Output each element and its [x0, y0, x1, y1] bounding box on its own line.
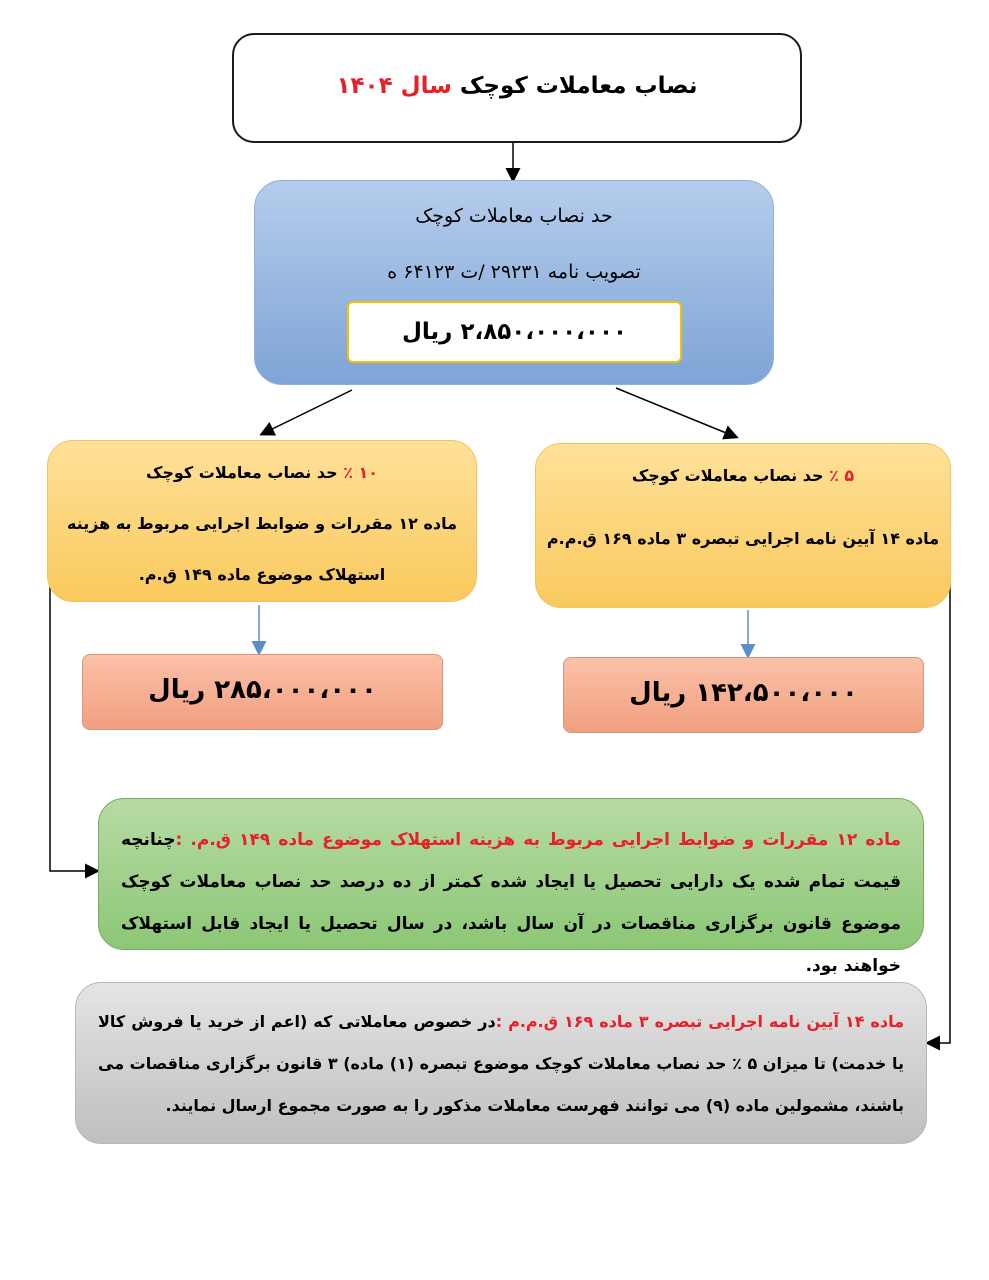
article-14-box	[75, 982, 927, 1144]
ten-percent-heading	[48, 463, 476, 482]
article-14-text	[98, 1001, 904, 1127]
main-threshold-box	[254, 180, 774, 385]
title-box	[232, 33, 802, 143]
ten-percent-box	[47, 440, 477, 602]
main-amount: ۲،۸۵۰،۰۰۰،۰۰۰ ریال	[347, 301, 682, 363]
article-12-box	[98, 798, 924, 976]
ten-percent-value: ۱۰ ٪	[343, 463, 379, 482]
article-12-body: چنانچه قیمت تمام شده یک دارایی تحصیل یا ایجاد شده کمتر از ده درصد حد نصاب معاملات کوچک موضوع قانون برگزاری مناقصات در آن سال باشد، در سال تحصیل یا ایجاد قابل استهلاک خواهند بود.	[121, 830, 901, 976]
five-percent-heading	[536, 466, 950, 485]
page-title	[234, 73, 800, 99]
five-percent-label: حد نصاب معاملات کوچک	[631, 466, 830, 485]
ten-percent-amount-box	[82, 654, 443, 730]
arrow-main-to-left	[262, 390, 352, 434]
article-14-heading: ماده ۱۴ آیین نامه اجرایی تبصره ۳ ماده ۱۶۹ ق.م.م :	[495, 1012, 905, 1031]
main-resolution: تصویب نامه ۲۹۲۳۱ /ت ۶۴۱۲۳ ه	[387, 261, 641, 283]
title-text: نصاب معاملات کوچک	[451, 73, 698, 99]
five-percent-amount-box	[563, 657, 924, 733]
ten-percent-amount: ۲۸۵،۰۰۰،۰۰۰ ریال	[148, 675, 377, 705]
five-percent-article: ماده ۱۴ آیین نامه اجرایی تبصره ۳ ماده ۱۶۹ ق.م.م	[546, 529, 940, 548]
ten-percent-article-cont: استهلاک موضوع ماده ۱۴۹ ق.م.	[138, 565, 386, 584]
main-heading: حد نصاب معاملات کوچک	[415, 205, 613, 227]
five-percent-amount: ۱۴۲،۵۰۰،۰۰۰ ریال	[629, 678, 858, 708]
article-12-text	[121, 819, 901, 987]
article-12-heading: ماده ۱۲ مقررات و ضوابط اجرایی مربوط به هزینه استهلاک موضوع ماده ۱۴۹ ق.م. :	[175, 830, 901, 850]
five-percent-box	[535, 443, 951, 608]
arrow-main-to-right	[616, 388, 736, 437]
article-14-body: در خصوص معاملاتی که (اعم از خرید یا فروش کالا یا خدمت) تا میزان ۵ ٪ حد نصاب معاملات کوچک موضوع تبصره (۱) ماده) ۳ قانون برگزاری مناقصات می باشند، مشمولین ماده (۹) می توانند فهرست معاملات مذکور را به صورت مجموع ارسال نمایند.	[98, 1012, 904, 1115]
five-percent-value: ۵ ٪	[829, 466, 855, 485]
ten-percent-label: حد نصاب معاملات کوچک	[145, 463, 344, 482]
arrow-right-to-gray	[928, 535, 950, 1043]
ten-percent-article: ماده ۱۲ مقررات و ضوابط اجرایی مربوط به هزینه	[66, 514, 458, 533]
title-year: سال ۱۴۰۴	[336, 73, 452, 99]
